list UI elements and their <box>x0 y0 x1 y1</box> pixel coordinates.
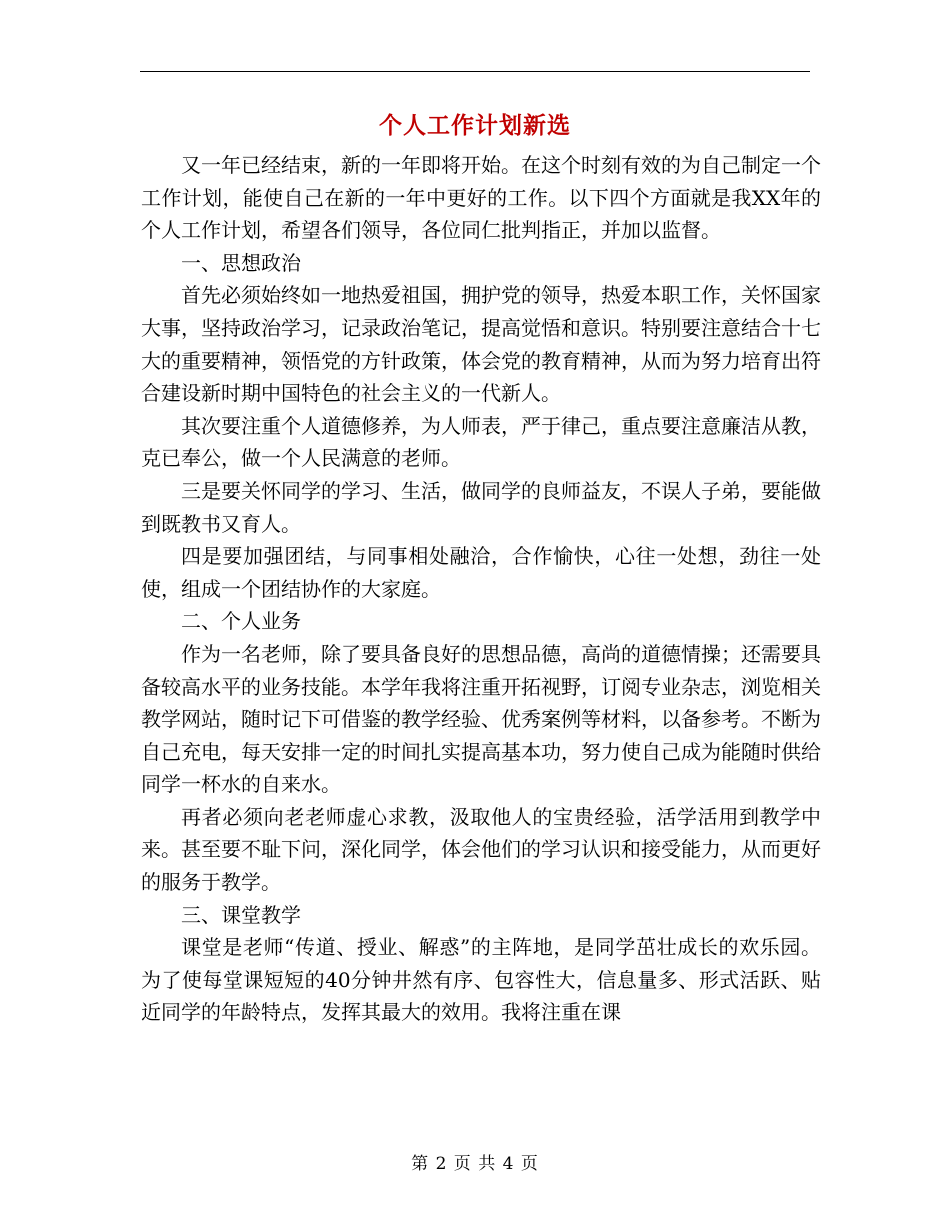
paragraph-classroom: 课堂是老师“传道、授业、解惑”的主阵地，是同学茁壮成长的欢乐园。为了使每堂课短短的40分钟井然有序、包容性大，信息量多、形式活跃、贴近同学的年龄特点，发挥其最大的效用。我将注重在课 <box>141 935 821 1025</box>
paragraph-politics-fourth: 四是要加强团结，与同事相处融洽，合作愉快，心往一处想，劲往一处使，组成一个团结协作的大家庭。 <box>141 544 821 601</box>
document-body <box>141 149 821 1029</box>
paragraph-business-second: 再者必须向老老师虚心求教，汲取他人的宝贵经验，活学活用到教学中来。甚至要不耻下问，深化同学，体会他们的学习认识和接受能力，从而更好的服务于教学。 <box>141 804 821 895</box>
section-heading-classroom: 三、课堂教学 <box>181 902 301 927</box>
paragraph-intro: 又一年已经结束，新的一年即将开始。在这个时刻有效的为自己制定一个工作计划，能使自己在新的一年中更好的工作。以下四个方面就是我XX年的个人工作计划，希望各们领导，各位同仁批判指正，并加以监督。 <box>141 153 821 243</box>
paragraph-politics-first: 首先必须始终如一地热爱祖国，拥护党的领导，热爱本职工作，关怀国家大事，坚持政治学习，记录政治笔记，提高觉悟和意识。特别要注意结合十七大的重要精神，领悟党的方针政策，体会党的教育精神，从而为努力培育出符合建设新时期中国特色的社会主义的一代新人。 <box>141 283 821 406</box>
section-heading-business: 二、个人业务 <box>181 609 301 634</box>
document-title: 个人工作计划新选 <box>379 112 571 139</box>
header-rule <box>140 71 810 72</box>
paragraph-politics-second: 其次要注重个人道德修养，为人师表，严于律己，重点要注意廉洁从教，克已奉公，做一个人民满意的老师。 <box>141 413 821 471</box>
paragraph-politics-third: 三是要关怀同学的学习、生活，做同学的良师益友，不误人子弟，要能做到既教书又育人。 <box>141 478 821 536</box>
section-heading-politics: 一、思想政治 <box>181 250 301 275</box>
page-number-footer: 第 2 页 共 4 页 <box>411 1154 539 1174</box>
paragraph-business-first: 作为一名老师，除了要具备良好的思想品德，高尚的道德情操；还需要具备较高水平的业务技能。本学年我将注重开拓视野，订阅专业杂志，浏览相关教学网站，随时记下可借鉴的教学经验、优秀案例等材料，以备参考。不断为自己充电，每天安排一定的时间扎实提高基本功，努力使自己成为能随时供给同学一杯水的自来水。 <box>141 641 821 797</box>
